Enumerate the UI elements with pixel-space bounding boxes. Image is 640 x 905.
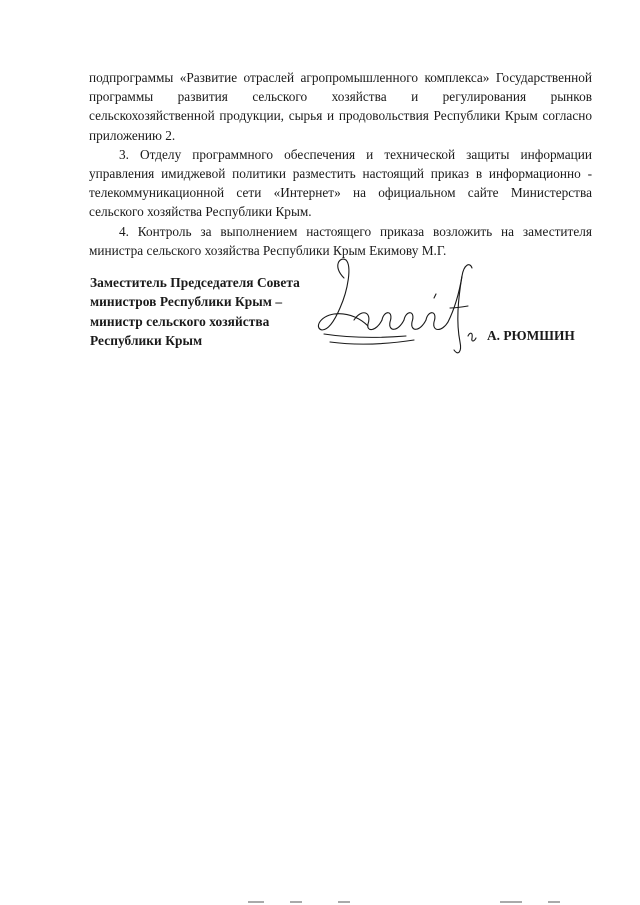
position-line-3: министр сельского хозяйства (90, 313, 270, 329)
paragraph-item-4: 4. Контроль за выполнением настоящего приказа возложить на заместителя министра сельского хозяйства Республики Крым Екимову М.Г. (89, 223, 592, 258)
signatory-position (90, 273, 330, 350)
handwritten-signature (310, 250, 485, 360)
position-line-2: министров Республики Крым – (90, 294, 283, 310)
document-body (89, 68, 592, 260)
position-line-1: Заместитель Председателя Совета (90, 275, 300, 290)
signer-name: А. РЮМШИН (487, 328, 575, 343)
position-line-4: Республики Крым (90, 332, 203, 348)
scan-artifacts (0, 888, 640, 905)
paragraph-continuation: подпрограммы «Развитие отраслей агропромышленного комплекса» Государственной программы развития сельского хозяйства и регулирования рынков сельскохозяйственной продукции, сырья и продовольствия Республики Крым согласно приложению 2. (89, 70, 592, 143)
paragraph-item-3: 3. Отделу программного обеспечения и технической защиты информации управления имиджевой политики разместить настоящий приказ в информационно - телекоммуникационной сети «Интернет» на официальном сайте Министерства сельского хозяйства Республики Крым. (89, 146, 592, 220)
